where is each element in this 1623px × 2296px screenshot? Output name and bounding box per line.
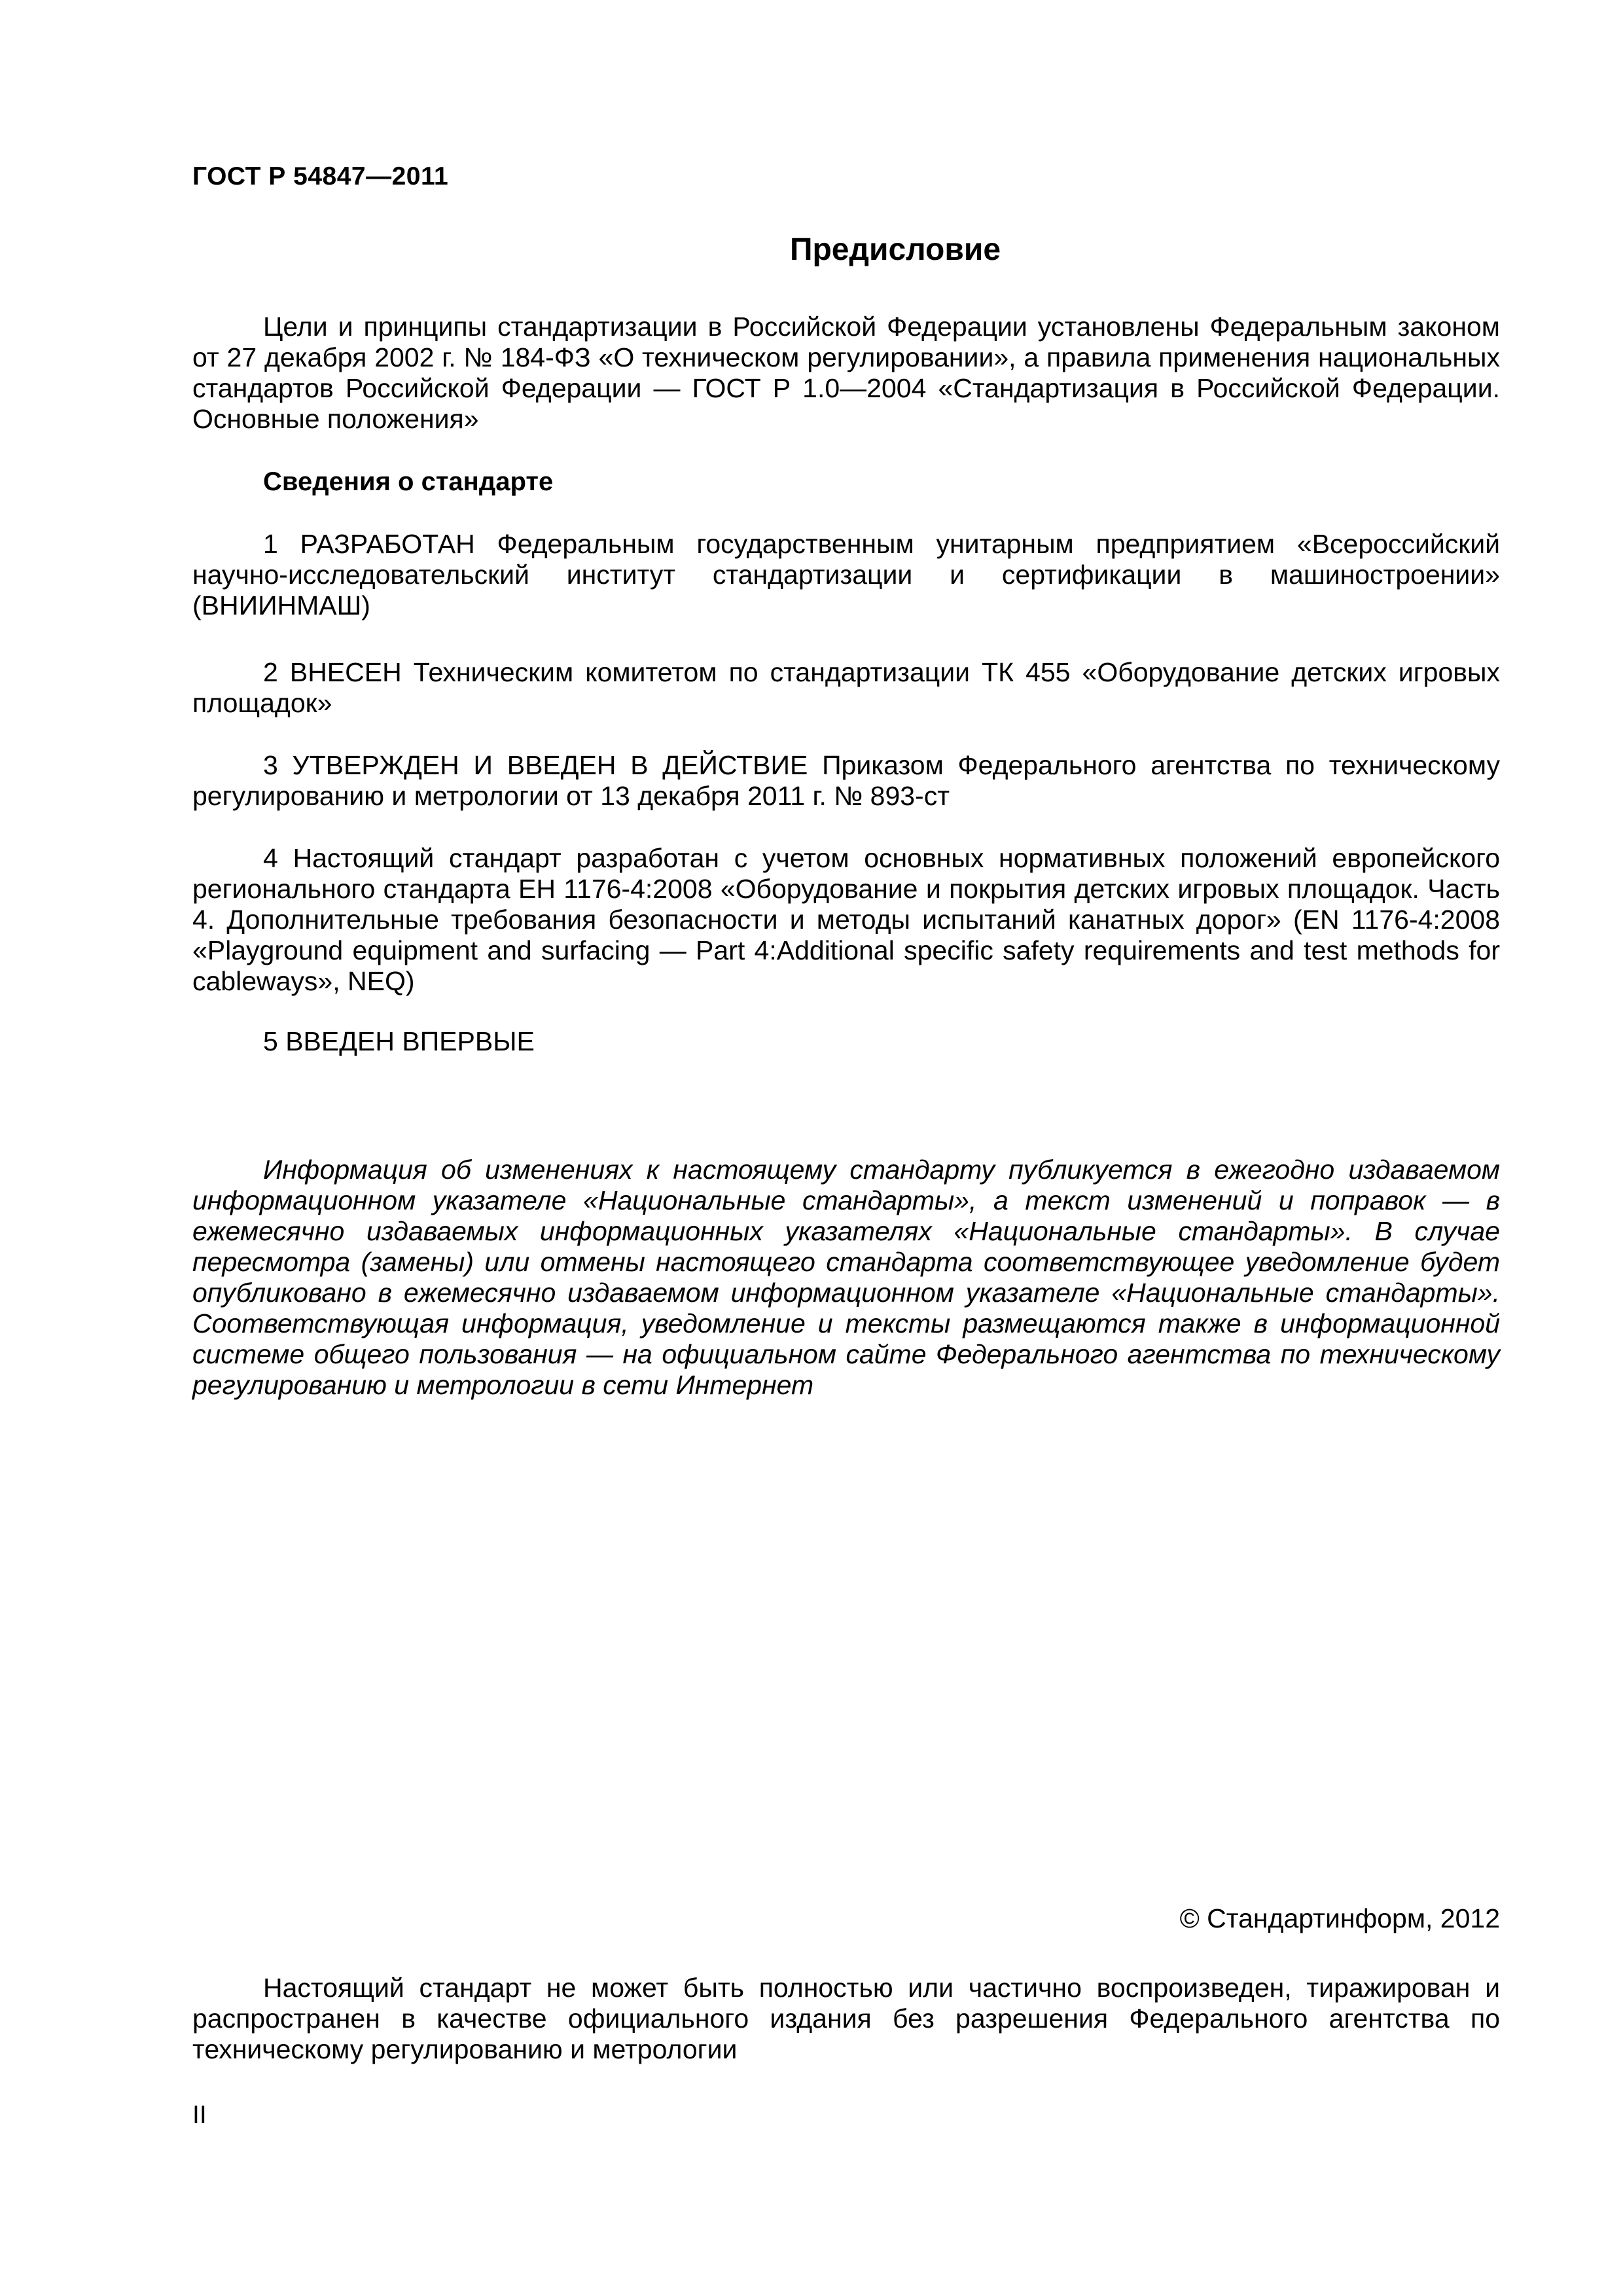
reproduction-restriction-note: Настоящий стандарт не может быть полностью или частично воспроизведен, тиражирован и распространен в качестве официального издания без разрешения Федерального агентства по техническому регулированию и метрологии — [192, 1973, 1500, 2064]
preface-intro-paragraph: Цели и принципы стандартизации в Российской Федерации установлены Федеральным законом от 27 декабря 2002 г. № 184-ФЗ «О техническом регулировании», а правила применения национальных стандартов Российской Федерации — ГОСТ Р 1.0—2004 «Стандартизация в Российской Федерации. Основные положения» — [192, 312, 1500, 434]
standard-info-item-5: 5 ВВЕДЕН ВПЕРВЫЕ — [263, 1026, 535, 1056]
amendments-notice: Информация об изменениях к настоящему стандарту публикуется в ежегодно издаваемом информационном указателе «Национальные стандарты», а текст изменений и поправок — в ежемесячно издаваемых информационных указателях «Национальные стандарты». В случае пересмотра (замены) или отмены настоящего стандарта соответствующее уведомление будет опубликовано в ежемесячно издаваемом информационном указателе «Национальные стандарты». Соответствующая информация, уведомление и тексты размещаются также в информационной системе общего пользования — на официальном сайте Федерального агентства по техническому регулированию и метрологии в сети Интернет — [192, 1155, 1500, 1400]
standard-info-item-4: 4 Настоящий стандарт разработан с учетом основных нормативных положений европейского регионального стандарта ЕН 1176-4:2008 «Оборудование и покрытия детских игровых площадок. Часть 4. Дополнительные требования безопасности и методы испытаний канатных дорог» (EN 1176-4:2008 «Playground equipment and surfacing — Part 4:Additional specific safety requirements and test methods for cableways», NEQ) — [192, 843, 1500, 996]
standard-info-item-2: 2 ВНЕСЕН Техническим комитетом по стандартизации ТК 455 «Оборудование детских игровых площадок» — [192, 657, 1500, 718]
document-code: ГОСТ Р 54847—2011 — [192, 162, 449, 190]
preface-title: Предисловие — [789, 232, 1001, 267]
standard-info-heading: Сведения о стандарте — [263, 467, 554, 496]
standard-info-item-3: 3 УТВЕРЖДЕН И ВВЕДЕН В ДЕЙСТВИЕ Приказом Федерального агентства по техническому регулированию и метрологии от 13 декабря 2011 г. № 893-ст — [192, 750, 1500, 811]
page-number: II — [192, 2101, 207, 2129]
standard-info-item-1: 1 РАЗРАБОТАН Федеральным государственным унитарным предприятием «Всероссийский научно-исследовательский институт стандартизации и сертификации в машиностроении» (ВНИИНМАШ) — [192, 529, 1500, 620]
copyright-line: © Стандартинформ, 2012 — [1179, 1903, 1500, 1933]
